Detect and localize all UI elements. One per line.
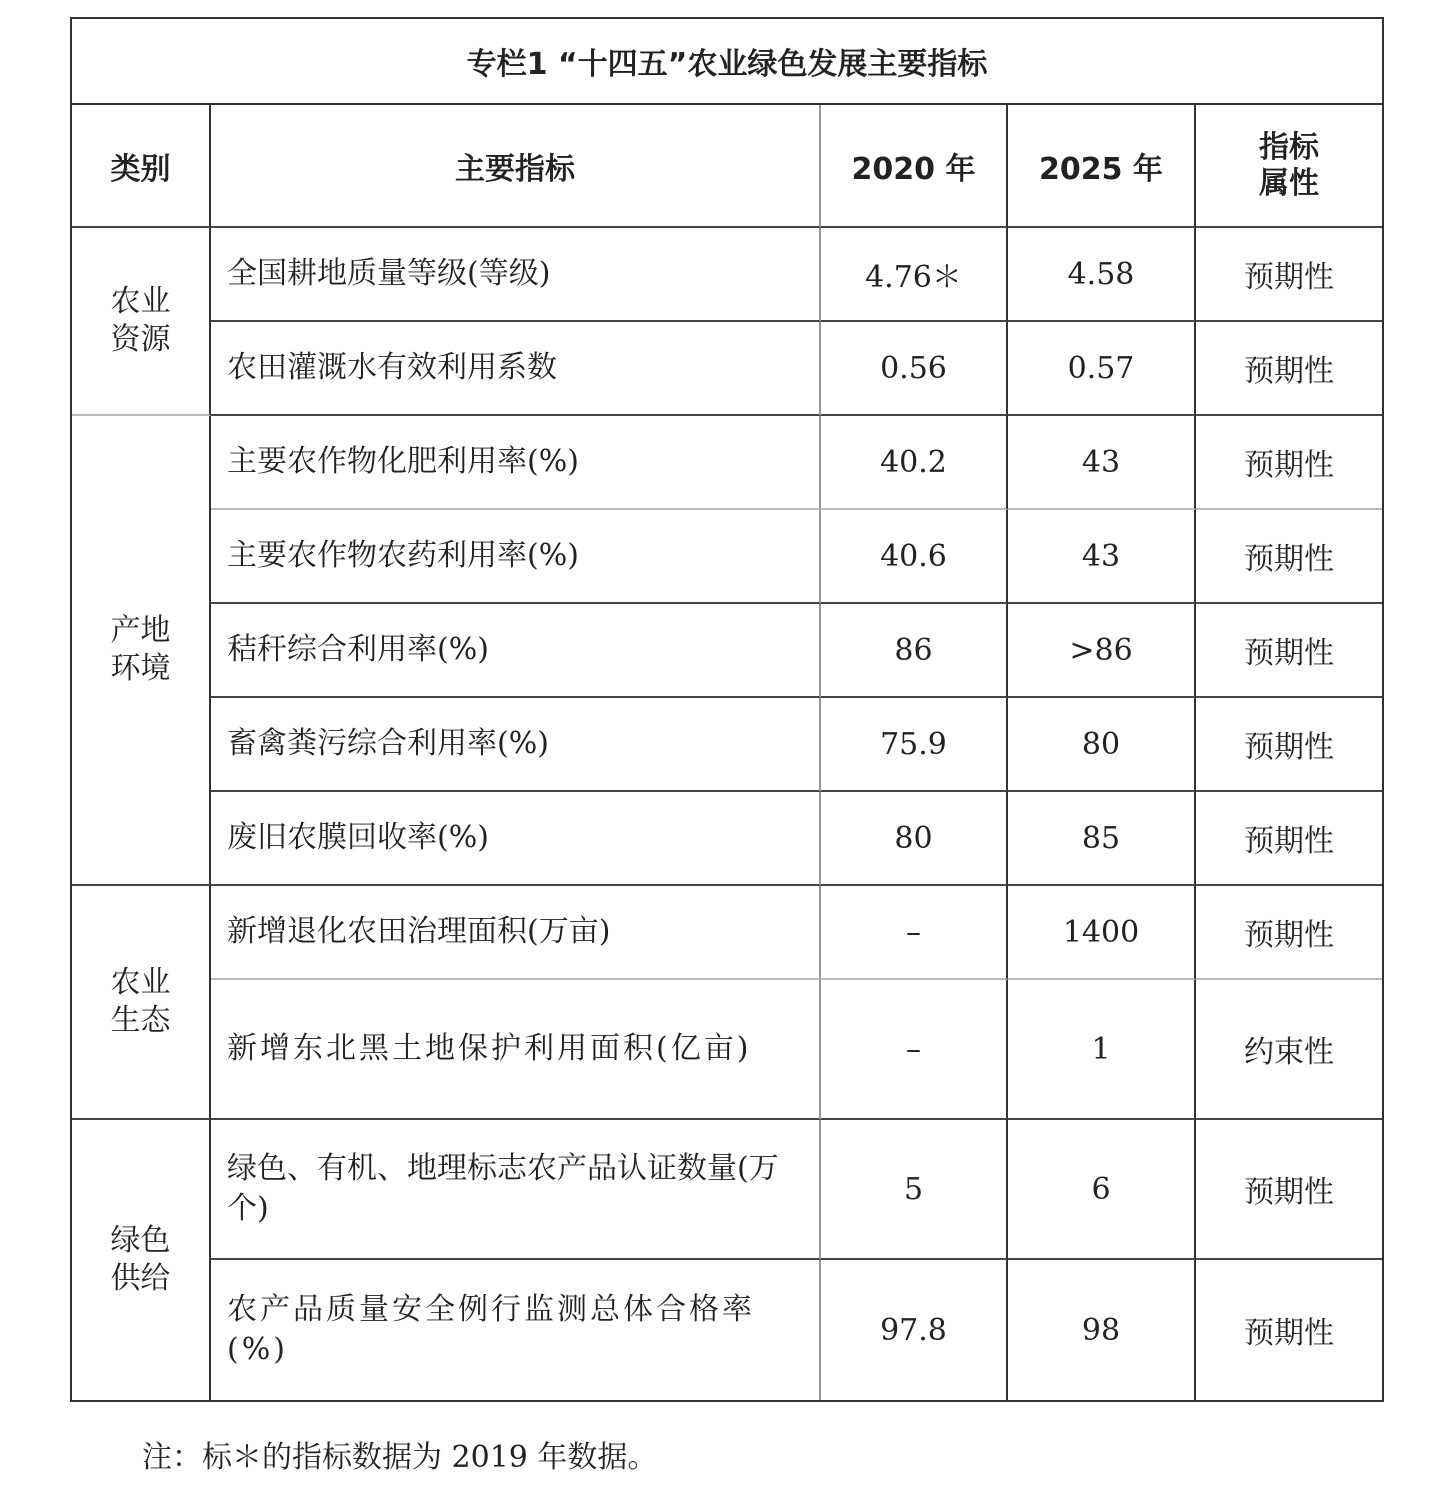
header-indicator: 主要指标 (211, 105, 821, 228)
indicator-cell: 主要农作物化肥利用率(%) (211, 416, 821, 510)
header-2020: 2020 年 (821, 105, 1008, 228)
indicator-cell: 绿色、有机、地理标志农产品认证数量(万个) (211, 1120, 821, 1260)
value-2025: 85 (1008, 792, 1196, 886)
indicator-cell: 废旧农膜回收率(%) (211, 792, 821, 886)
category-line1: 产地 (110, 613, 171, 648)
category-line1: 绿色 (110, 1223, 171, 1258)
attribute-cell: 预期性 (1196, 698, 1382, 792)
indicator-cell: 农田灌溉水有效利用系数 (211, 322, 821, 416)
attribute-cell: 预期性 (1196, 322, 1382, 416)
indicator-cell: 新增退化农田治理面积(万亩) (211, 886, 821, 980)
table-grid (72, 105, 1382, 1400)
value-2020: 5 (821, 1120, 1008, 1260)
category-cell (72, 886, 211, 1120)
value-2020: 40.6 (821, 510, 1008, 604)
header-attribute-line2: 属性 (1259, 165, 1319, 201)
value-2025: 98 (1008, 1260, 1196, 1400)
indicator-cell: 主要农作物农药利用率(%) (211, 510, 821, 604)
attribute-cell: 预期性 (1196, 886, 1382, 980)
table-footnote: 注：标＊的指标数据为 2019 年数据。 (142, 1440, 658, 1475)
indicators-table (70, 17, 1384, 1402)
attribute-cell: 预期性 (1196, 228, 1382, 322)
value-2025: 4.58 (1008, 228, 1196, 322)
attribute-cell: 约束性 (1196, 980, 1382, 1120)
category-line2: 供给 (110, 1261, 171, 1296)
category-line1: 农业 (110, 284, 171, 319)
value-2025: 1400 (1008, 886, 1196, 980)
category-line2: 生态 (110, 1003, 171, 1038)
attribute-cell: 预期性 (1196, 792, 1382, 886)
value-2020: 40.2 (821, 416, 1008, 510)
category-cell (72, 1120, 211, 1400)
value-2020: 4.76＊ (821, 228, 1008, 322)
category-cell (72, 416, 211, 886)
attribute-cell: 预期性 (1196, 604, 1382, 698)
value-2025: >86 (1008, 604, 1196, 698)
category-line2: 环境 (110, 651, 171, 686)
table-title: 专栏1 “十四五”农业绿色发展主要指标 (72, 19, 1382, 105)
header-category: 类别 (72, 105, 211, 228)
indicator-cell: 新增东北黑土地保护利用面积(亿亩) (211, 980, 821, 1120)
category-cell (72, 228, 211, 416)
value-2020: 80 (821, 792, 1008, 886)
value-2020: – (821, 886, 1008, 980)
header-attribute (1196, 105, 1382, 228)
value-2025: 0.57 (1008, 322, 1196, 416)
indicator-cell: 农产品质量安全例行监测总体合格率(%) (211, 1260, 821, 1400)
value-2020: – (821, 980, 1008, 1120)
value-2025: 43 (1008, 416, 1196, 510)
category-line1: 农业 (110, 965, 171, 1000)
category-line2: 资源 (110, 322, 171, 357)
header-attribute-line1: 指标 (1259, 129, 1319, 165)
value-2020: 75.9 (821, 698, 1008, 792)
value-2020: 86 (821, 604, 1008, 698)
value-2020: 0.56 (821, 322, 1008, 416)
value-2025: 6 (1008, 1120, 1196, 1260)
value-2025: 43 (1008, 510, 1196, 604)
value-2020: 97.8 (821, 1260, 1008, 1400)
indicator-cell: 秸秆综合利用率(%) (211, 604, 821, 698)
attribute-cell: 预期性 (1196, 510, 1382, 604)
attribute-cell: 预期性 (1196, 416, 1382, 510)
header-2025: 2025 年 (1008, 105, 1196, 228)
value-2025: 1 (1008, 980, 1196, 1120)
attribute-cell: 预期性 (1196, 1120, 1382, 1260)
indicator-cell: 畜禽粪污综合利用率(%) (211, 698, 821, 792)
value-2025: 80 (1008, 698, 1196, 792)
indicator-cell: 全国耕地质量等级(等级) (211, 228, 821, 322)
attribute-cell: 预期性 (1244, 1316, 1334, 1351)
